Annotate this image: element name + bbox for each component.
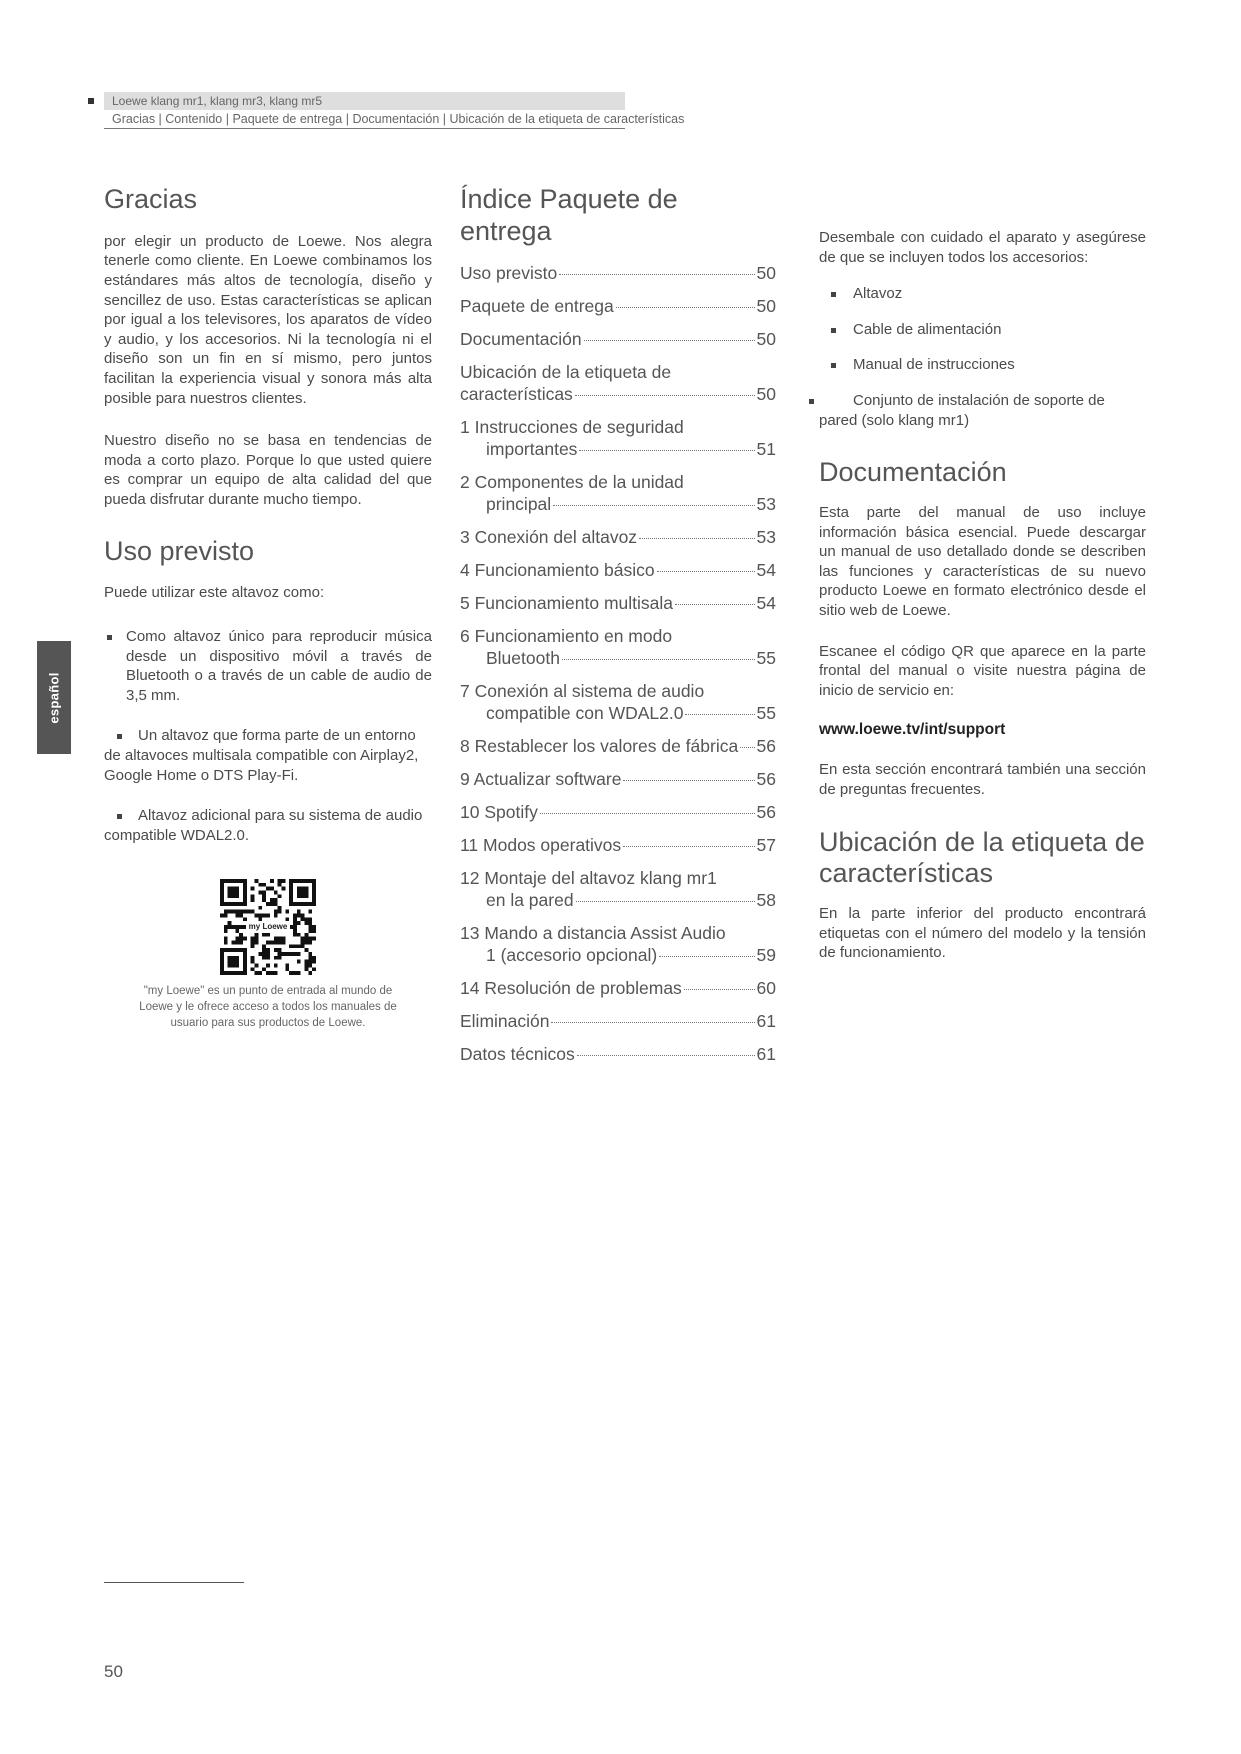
toc-entry-label: 3 Conexión del altavoz bbox=[460, 526, 638, 547]
toc-entry-title: 6 Funcionamiento en modo bbox=[460, 625, 673, 646]
toc-page-number: 55 bbox=[756, 647, 776, 668]
toc-entry[interactable] bbox=[460, 471, 776, 515]
toc-entry[interactable] bbox=[460, 328, 776, 350]
toc-leader-dots bbox=[559, 274, 754, 275]
toc-entry-label: 4 Funcionamiento básico bbox=[460, 559, 655, 580]
toc-leader-dots bbox=[623, 846, 754, 847]
toc-page-number: 50 bbox=[756, 262, 776, 283]
bullet-icon bbox=[809, 399, 814, 404]
language-tab bbox=[37, 641, 71, 754]
toc-page-number: 57 bbox=[756, 834, 776, 855]
toc-page-number: 59 bbox=[756, 944, 776, 965]
toc-entry[interactable] bbox=[460, 834, 776, 856]
list-item bbox=[797, 391, 1146, 430]
toc-entry[interactable] bbox=[460, 625, 776, 669]
header-bullet bbox=[88, 98, 94, 104]
list-item-text: Cable de alimentación bbox=[853, 320, 1002, 338]
list-item bbox=[819, 320, 1146, 340]
toc-page-number: 50 bbox=[756, 328, 776, 349]
toc-entry-label: Documentación bbox=[460, 328, 582, 349]
toc-entry[interactable] bbox=[460, 735, 776, 757]
toc-page-number: 56 bbox=[756, 735, 776, 756]
toc-entry-label: 8 Restablecer los valores de fábrica bbox=[460, 735, 739, 756]
toc-page-number: 56 bbox=[756, 768, 776, 789]
toc-entry-label: Bluetooth bbox=[486, 647, 560, 668]
toc-entry-label: compatible con WDAL2.0 bbox=[486, 702, 684, 723]
toc-entry[interactable] bbox=[460, 262, 776, 284]
toc-heading: Índice Paquete de entrega bbox=[460, 184, 678, 246]
toc-entry-label: 14 Resolución de problemas bbox=[460, 977, 682, 998]
list-item-text: Manual de instrucciones bbox=[853, 356, 1015, 374]
toc-leader-dots bbox=[623, 780, 754, 781]
toc-leader-dots bbox=[584, 340, 755, 341]
toc-entry[interactable] bbox=[460, 526, 776, 548]
toc-entry-title: 2 Componentes de la unidad bbox=[460, 471, 684, 492]
qr-badge: my Loewe bbox=[246, 921, 290, 933]
toc-leader-dots bbox=[576, 901, 755, 902]
uso-previsto-intro: Puede utilizar este altavoz como: bbox=[104, 584, 325, 602]
toc-entry[interactable] bbox=[460, 592, 776, 614]
toc-page-number: 61 bbox=[756, 1043, 776, 1064]
toc-entry[interactable] bbox=[460, 1010, 776, 1032]
uso-previsto-list bbox=[104, 627, 432, 845]
toc-entry-title: Ubicación de la etiqueta de bbox=[460, 361, 672, 382]
right-column bbox=[819, 228, 1146, 963]
gracias-paragraph-2: Nuestro diseño no se basa en tendencias de moda a corto plazo. Porque lo que usted quiere es comprar un equipo de alta calidad del que pueda disfrutar durante mucho tiempo. bbox=[104, 432, 432, 508]
toc-page-number: 61 bbox=[756, 1010, 776, 1031]
documentacion-paragraph-1: Esta parte del manual de uso incluye información básica esencial. Puede descargar un manual de uso detallado donde se describen las funciones y características de su nuevo producto Loewe en formato electrónico desde el sitio web de Loewe. bbox=[819, 504, 1146, 619]
gracias-paragraph-1: por elegir un producto de Loewe. Nos alegra tenerle como cliente. En Loewe combinamos los estándares más altos de tecnología, diseño y sencillez de uso. Estas características se aplican por igual a los televisores, los aparatos de vídeo y audio, y los accesorios. Ni la tecnología ni el diseño son un fin en sí mismo, pero juntos facilitan la experiencia visual y sonora más alta posible para nuestros clientes. bbox=[104, 232, 432, 407]
toc-leader-dots bbox=[551, 1022, 754, 1023]
language-tab-label: español bbox=[46, 671, 62, 724]
toc-entry-label: 11 Modos operativos bbox=[460, 834, 622, 855]
uso-previsto-heading: Uso previsto bbox=[104, 535, 255, 566]
qr-caption: "my Loewe" es un punto de entrada al mundo de Loewe y le ofrece acceso a todos los manuales de usuario para sus productos de Loewe. bbox=[139, 985, 397, 1030]
list-item-text: Altavoz adicional para su sistema de audio compatible WDAL2.0. bbox=[104, 807, 423, 844]
toc-leader-dots bbox=[657, 571, 755, 572]
toc-entry[interactable] bbox=[460, 680, 776, 724]
list-item bbox=[104, 726, 432, 785]
paquete-list bbox=[819, 284, 1146, 430]
table-of-contents bbox=[460, 184, 776, 1076]
toc-entry-label: 1 (accesorio opcional) bbox=[486, 944, 658, 965]
toc-leader-dots bbox=[616, 307, 755, 308]
toc-entry-title: 13 Mando a distancia Assist Audio bbox=[460, 922, 726, 943]
bullet-icon bbox=[831, 328, 836, 333]
list-item-text: Un altavoz que forma parte de un entorno de altavoces multisala compatible con Airplay2, Google Home o DTS Play-Fi. bbox=[104, 727, 419, 784]
toc-page-number: 53 bbox=[756, 493, 776, 514]
ubicacion-heading: Ubicación de la etiqueta de características bbox=[819, 826, 1145, 889]
toc-entry[interactable] bbox=[460, 361, 776, 405]
toc-entry[interactable] bbox=[460, 801, 776, 823]
list-item bbox=[819, 355, 1146, 375]
toc-page-number: 58 bbox=[756, 889, 776, 910]
qr-block bbox=[104, 879, 432, 1031]
toc-page-number: 53 bbox=[756, 526, 776, 547]
toc-entry[interactable] bbox=[460, 922, 776, 966]
toc-page-number: 60 bbox=[756, 977, 776, 998]
toc-page-number: 55 bbox=[756, 702, 776, 723]
toc-leader-dots bbox=[639, 538, 754, 539]
support-url-link[interactable]: www.loewe.tv/int/support bbox=[819, 721, 1006, 739]
toc-leader-dots bbox=[577, 1055, 755, 1056]
toc-entry-label: en la pared bbox=[486, 889, 574, 910]
toc-entry[interactable] bbox=[460, 977, 776, 999]
toc-page-number: 51 bbox=[756, 438, 776, 459]
toc-list bbox=[460, 262, 776, 1065]
toc-entry-label: Eliminación bbox=[460, 1010, 550, 1031]
toc-entry-label: 5 Funcionamiento multisala bbox=[460, 592, 674, 613]
toc-entry[interactable] bbox=[460, 768, 776, 790]
toc-leader-dots bbox=[540, 813, 755, 814]
toc-leader-dots bbox=[659, 956, 754, 957]
toc-entry-label: 10 Spotify bbox=[460, 801, 538, 822]
list-item-text: Como altavoz único para reproducir música desde un dispositivo móvil a través de Bluetooth o a través de un cable de audio de 3,5 mm. bbox=[126, 628, 432, 704]
toc-leader-dots bbox=[562, 659, 755, 660]
page-number: 50 bbox=[104, 1662, 123, 1681]
toc-entry[interactable] bbox=[460, 867, 776, 911]
toc-leader-dots bbox=[685, 714, 754, 715]
documentacion-heading: Documentación bbox=[819, 457, 1007, 488]
list-item-text: Altavoz bbox=[853, 285, 903, 303]
toc-leader-dots bbox=[675, 604, 755, 605]
bullet-icon bbox=[117, 814, 122, 819]
toc-entry-label: Uso previsto bbox=[460, 262, 558, 283]
list-item bbox=[104, 806, 432, 845]
toc-entry-label: Paquete de entrega bbox=[460, 295, 614, 316]
documentacion-paragraph-2: Escanee el código QR que aparece en la parte frontal del manual o visite nuestra página de inicio de servicio en: bbox=[819, 642, 1146, 699]
bullet-icon bbox=[107, 635, 112, 640]
toc-entry[interactable] bbox=[460, 295, 776, 317]
gracias-heading: Gracias bbox=[104, 184, 198, 214]
toc-page-number: 50 bbox=[756, 383, 776, 404]
toc-leader-dots bbox=[579, 450, 754, 451]
documentacion-paragraph-3: En esta sección encontrará también una sección de preguntas frecuentes. bbox=[819, 761, 1146, 798]
list-item bbox=[126, 627, 432, 705]
list-item-text: Conjunto de instalación de soporte de pared (solo klang mr1) bbox=[819, 391, 1105, 429]
bullet-icon bbox=[831, 363, 836, 368]
toc-entry[interactable] bbox=[460, 559, 776, 581]
footer-rule bbox=[104, 1582, 244, 1583]
paquete-intro: Desembale con cuidado el aparato y asegúrese de que se incluyen todos los accesorios: bbox=[819, 229, 1146, 266]
header-rule bbox=[104, 128, 625, 129]
toc-page-number: 54 bbox=[756, 559, 776, 580]
toc-entry-label: importantes bbox=[486, 438, 578, 459]
ubicacion-paragraph: En la parte inferior del producto encontrará etiquetas con el número del modelo y la tensión de funcionamiento. bbox=[819, 905, 1146, 962]
list-item bbox=[819, 284, 1146, 304]
toc-entry-label: Datos técnicos bbox=[460, 1043, 575, 1064]
bullet-icon bbox=[117, 734, 122, 739]
qr-code-icon bbox=[220, 879, 316, 975]
toc-entry[interactable] bbox=[460, 1043, 776, 1065]
toc-page-number: 50 bbox=[756, 295, 776, 316]
toc-leader-dots bbox=[740, 747, 754, 748]
toc-entry-label: 9 Actualizar software bbox=[460, 768, 622, 789]
header-product-line: Loewe klang mr1, klang mr3, klang mr5 bbox=[112, 94, 323, 108]
toc-entry-label: principal bbox=[486, 493, 552, 514]
toc-entry-title: 7 Conexión al sistema de audio bbox=[460, 680, 705, 701]
breadcrumb: Gracias | Contenido | Paquete de entrega | Documentación | Ubicación de la etiqueta de características bbox=[112, 112, 685, 126]
toc-entry-label: características bbox=[460, 383, 573, 404]
toc-entry-title: 12 Montaje del altavoz klang mr1 bbox=[460, 867, 717, 888]
left-column bbox=[104, 184, 432, 1031]
toc-leader-dots bbox=[553, 505, 754, 506]
toc-page-number: 56 bbox=[756, 801, 776, 822]
toc-entry-title: 1 Instrucciones de seguridad bbox=[460, 416, 684, 437]
toc-leader-dots bbox=[575, 395, 755, 396]
toc-page-number: 54 bbox=[756, 592, 776, 613]
toc-entry[interactable] bbox=[460, 416, 776, 460]
bullet-icon bbox=[831, 292, 836, 297]
toc-leader-dots bbox=[684, 989, 755, 990]
